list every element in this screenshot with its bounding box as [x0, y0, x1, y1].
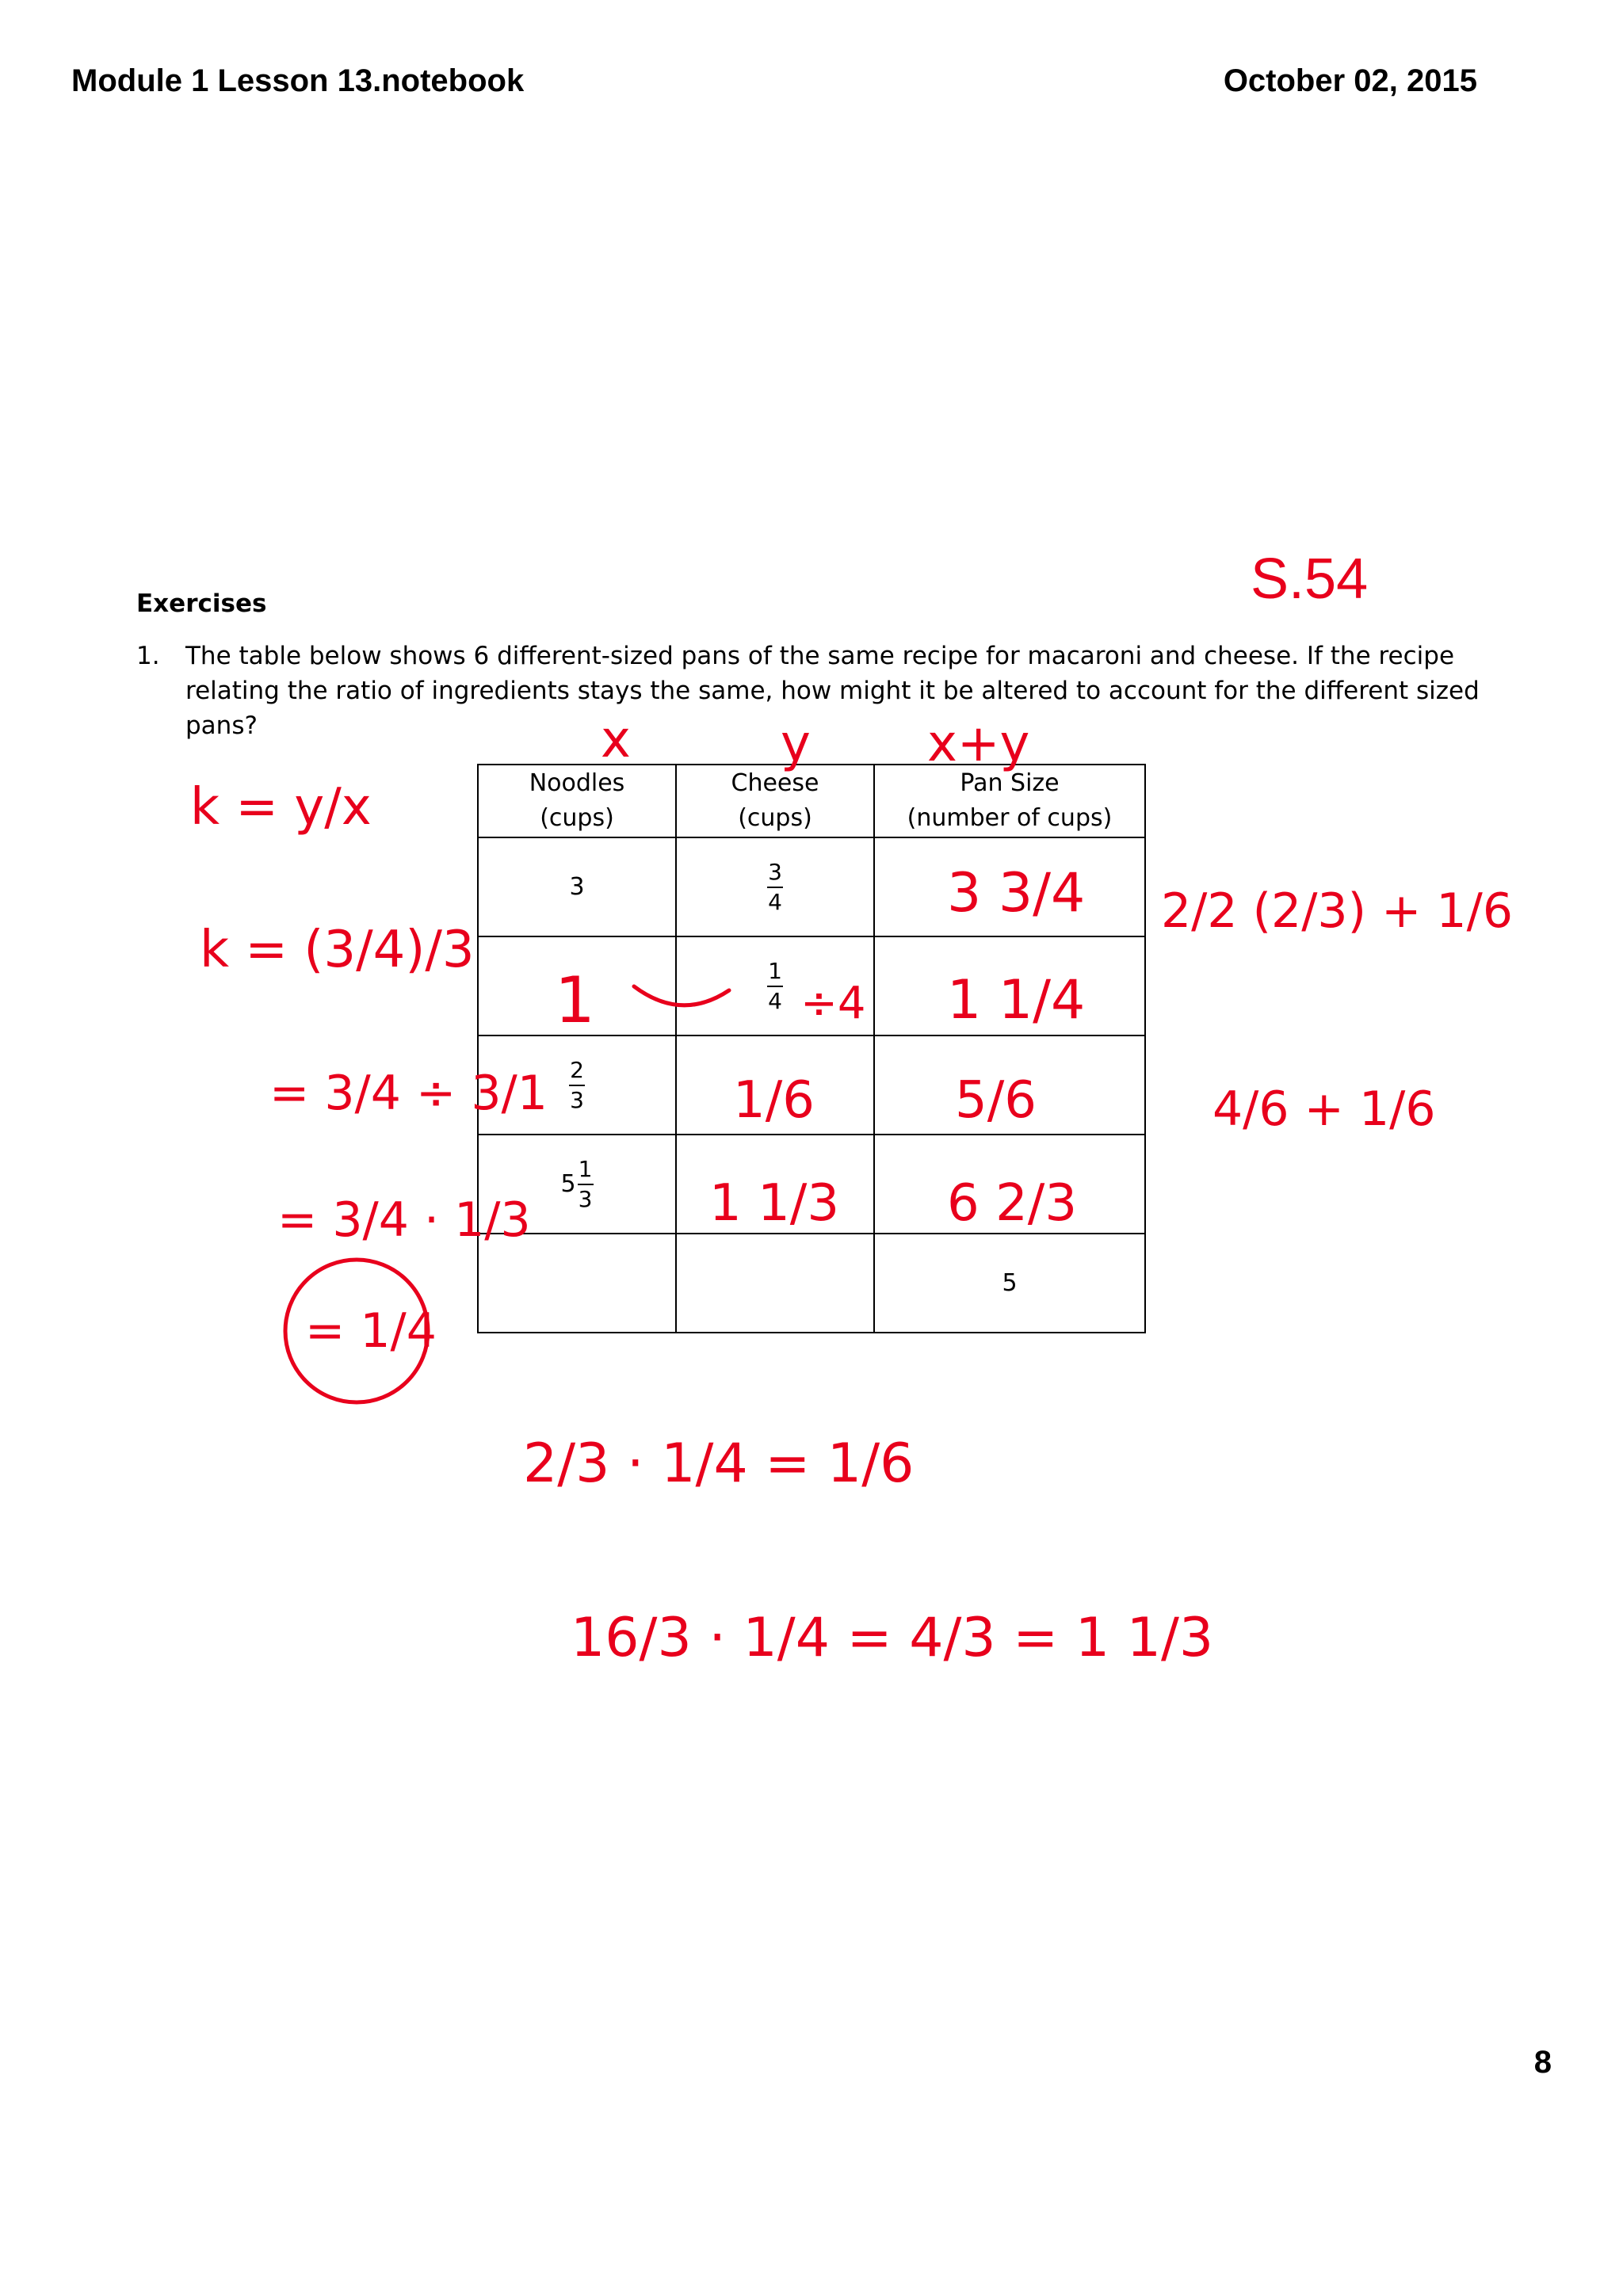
- notebook-title: Module 1 Lesson 13.notebook: [71, 63, 525, 98]
- denominator: 3: [578, 1185, 593, 1212]
- numerator: 1: [578, 1155, 593, 1182]
- ink-arrow-curve: [634, 986, 729, 1005]
- ink-calc-2: 16/3 · 1/4 = 4/3 = 1 1/3: [571, 1607, 1214, 1669]
- exercises-heading: Exercises: [136, 589, 267, 618]
- ink-side-calc-2: 4/6 + 1/6: [1212, 1081, 1436, 1137]
- numerator: 3: [768, 858, 782, 885]
- ink-step-divide: = 3/4 ÷ 3/1: [269, 1066, 548, 1121]
- ink-row4-pan: 6 2/3: [947, 1174, 1078, 1233]
- header-noodles-unit: (cups): [540, 804, 614, 832]
- cell-value: 3: [569, 873, 585, 901]
- numerator: 1: [768, 957, 782, 984]
- ink-row3-pan: 5/6: [955, 1071, 1037, 1130]
- ink-step-multiply: = 3/4 · 1/3: [277, 1192, 531, 1248]
- ink-row4-cheese: 1 1/3: [709, 1174, 840, 1233]
- whole-number: 5: [560, 1170, 576, 1198]
- ink-col-sum: x+y: [927, 715, 1030, 773]
- header-noodles-label: Noodles: [529, 769, 625, 797]
- page-number: 8: [1533, 2045, 1552, 2080]
- header-pan-unit: (number of cups): [907, 804, 1113, 832]
- denominator: 4: [768, 888, 782, 915]
- denominator: 4: [768, 987, 782, 1014]
- ink-row1-pan: 3 3/4: [947, 862, 1086, 925]
- header-cheese-label: Cheese: [731, 769, 819, 797]
- ink-row2-pan: 1 1/4: [947, 969, 1086, 1032]
- exercise-text: The table below shows 6 different-sized pans of the same recipe for macaroni and cheese. If the recipe relating the ratio of ingredients stays the same, how might it be altered to account for the different sized pans?: [185, 642, 1480, 740]
- numerator: 2: [570, 1056, 584, 1083]
- ink-col-x: x: [601, 711, 631, 769]
- header-pan-label: Pan Size: [960, 769, 1060, 797]
- header-cheese-unit: (cups): [738, 804, 812, 832]
- denominator: 3: [570, 1086, 584, 1113]
- ink-k-substitution: k = (3/4)/3: [200, 921, 475, 979]
- cell-value: 5: [1002, 1269, 1018, 1297]
- ink-k-definition: k = y/x: [190, 778, 372, 837]
- ink-answer: = 1/4: [305, 1303, 437, 1359]
- ink-side-calc-1: 2/2 (2/3) + 1/6: [1161, 883, 1513, 939]
- exercise-number: 1.: [136, 642, 160, 670]
- ink-row3-cheese: 1/6: [733, 1071, 815, 1130]
- ink-row2-div: ÷4: [800, 978, 866, 1029]
- page-date: October 02, 2015: [1223, 63, 1477, 98]
- ink-calc-1: 2/3 · 1/4 = 1/6: [523, 1432, 915, 1495]
- slide-label: S.54: [1251, 547, 1369, 611]
- ink-row2-noodles: 1: [555, 963, 595, 1037]
- ink-col-y: y: [781, 715, 811, 773]
